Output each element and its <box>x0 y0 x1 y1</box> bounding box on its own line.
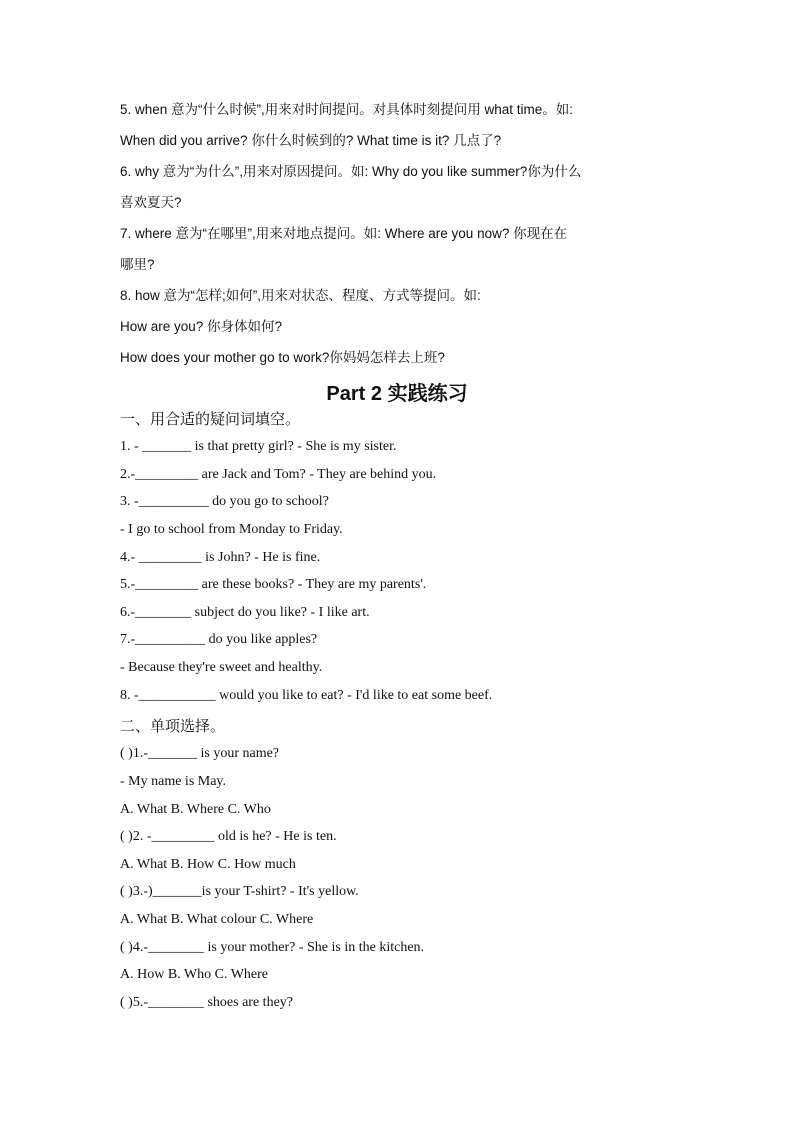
choice-line: A. What B. Where C. Who <box>120 802 271 817</box>
choice-line: ( )3.-)_______is your T-shirt? - It's yellow. <box>120 884 359 899</box>
part-title: Part 2 实践练习 <box>326 383 468 405</box>
choice-line: ( )2. -_________ old is he? - He is ten. <box>120 829 337 844</box>
exercise-line: 5.-_________ are these books? - They are my parents'. <box>120 577 427 592</box>
exercise-line: 7.-__________ do you like apples? <box>120 632 318 647</box>
choice-line: A. How B. Who C. Where <box>120 967 269 982</box>
exercise-line: 6.-________ subject do you like? - I like art. <box>120 605 370 620</box>
exercise-line: 8. -___________ would you like to eat? - I'd like to eat some beef. <box>120 688 493 703</box>
exercise-line: 2.-_________ are Jack and Tom? - They are behind you. <box>120 467 437 482</box>
exercise-line: 4.- _________ is John? - He is fine. <box>120 550 321 565</box>
note-line: How does your mother go to work?你妈妈怎样去上班? <box>120 350 445 365</box>
choice-line: ( )1.-_______ is your name? <box>120 746 280 761</box>
choice-line: ( )5.-________ shoes are they? <box>120 995 294 1010</box>
exercise-line: 3. -__________ do you go to school? <box>120 494 329 509</box>
note-line: 哪里? <box>120 257 155 272</box>
choice-line: ( )4.-________ is your mother? - She is in the kitchen. <box>120 940 425 955</box>
exercise-line: - I go to school from Monday to Friday. <box>120 522 343 537</box>
section2-heading: 二、单项选择。 <box>120 718 226 735</box>
choice-line: A. What B. How C. How much <box>120 857 296 872</box>
note-line: When did you arrive? 你什么时候到的? What time is it? 几点了? <box>120 133 502 148</box>
note-line: 6. why 意为“为什么”,用来对原因提问。如: Why do you like summer?你为什么 <box>120 164 582 179</box>
note-line: 喜欢夏天? <box>120 195 182 210</box>
section1-heading: 一、用合适的疑问词填空。 <box>120 411 301 428</box>
note-line: 7. where 意为“在哪里”,用来对地点提问。如: Where are you now? 你现在在 <box>120 226 568 241</box>
exercise-line: - Because they're sweet and healthy. <box>120 660 323 675</box>
note-line: 8. how 意为“怎样;如何”,用来对状态、程度、方式等提问。如: <box>120 288 481 303</box>
note-line: How are you? 你身体如何? <box>120 319 283 334</box>
exercise-line: 1. - _______ is that pretty girl? - She is my sister. <box>120 439 397 454</box>
note-line: 5. when 意为“什么时候”,用来对时间提问。对具体时刻提问用 what time。如: <box>120 102 574 117</box>
choice-line: A. What B. What colour C. Where <box>120 912 314 927</box>
choice-line: - My name is May. <box>120 774 227 789</box>
